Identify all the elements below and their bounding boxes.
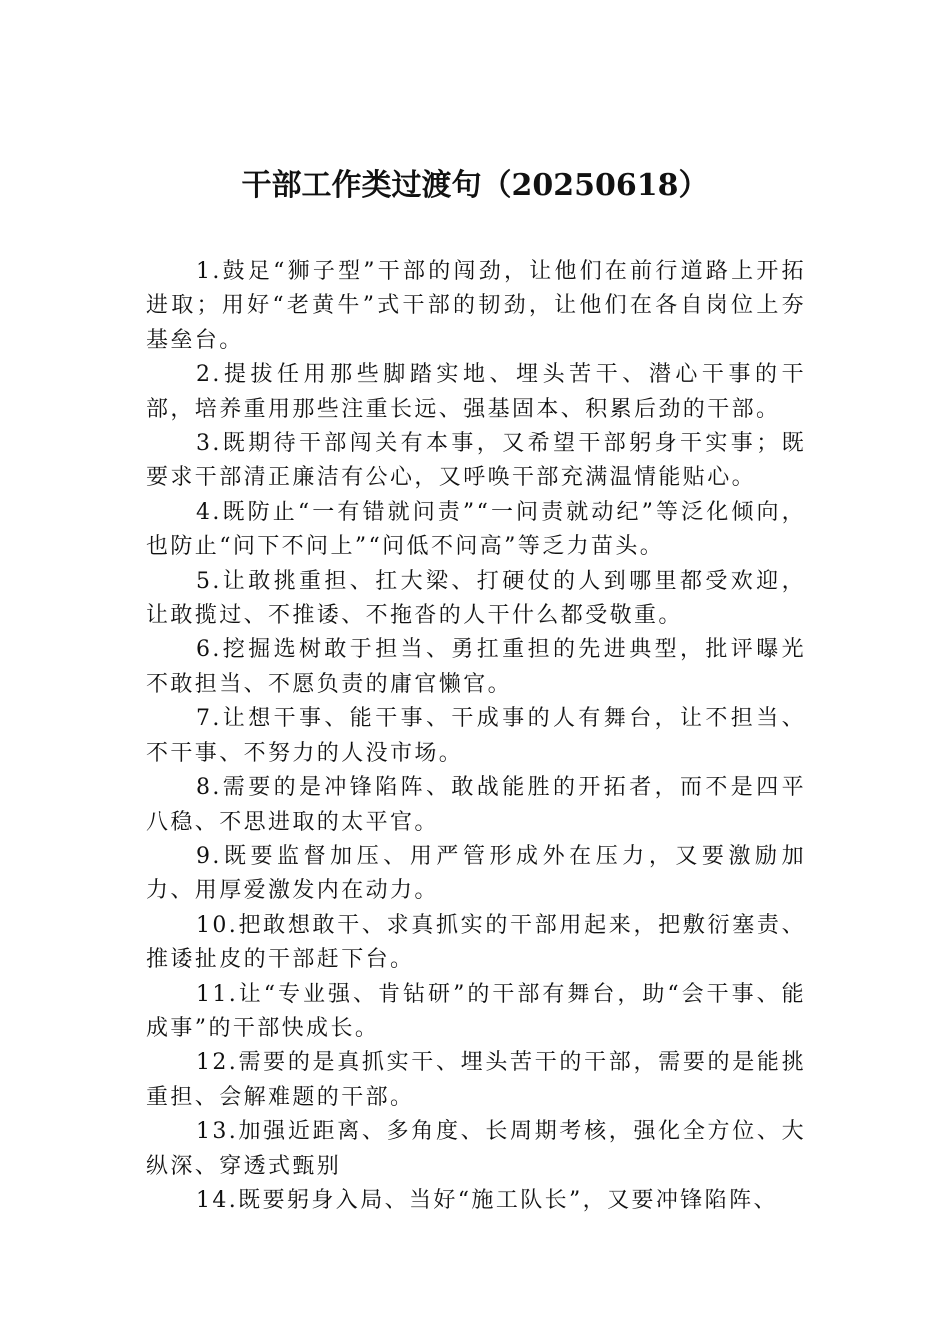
paragraph-10: 10.把敢想敢干、求真抓实的干部用起来，把敷衍塞责、推诿扯皮的干部赶下台。 bbox=[146, 912, 806, 973]
paragraph-11: 11.让“专业强、肯钻研”的干部有舞台，助“会干事、能成事”的干部快成长。 bbox=[146, 981, 806, 1041]
paragraph-1: 1.鼓足“狮子型”干部的闯劲，让他们在前行道路上开拓进取；用好“老黄牛”式干部的韧劲，让他们在各自岗位上夯基垒台。 bbox=[146, 259, 806, 353]
paragraph-4: 4.既防止“一有错就问责”“一问责就动纪”等泛化倾向，也防止“问下不问上”“问低不问高”等乏力苗头。 bbox=[146, 499, 806, 560]
document-title: 干部工作类过渡句（20250618） bbox=[241, 168, 709, 203]
paragraph-3: 3.既期待干部闯关有本事，又希望干部躬身干实事；既要求干部清正廉洁有公心，又呼唤干部充满温情能贴心。 bbox=[146, 431, 806, 491]
paragraph-2: 2.提拔任用那些脚踏实地、埋头苦干、潜心干事的干部，培养重用那些注重长远、强基固本、积累后劲的干部。 bbox=[146, 362, 806, 422]
paragraph-6: 6.挖掘选树敢于担当、勇扛重担的先进典型，批评曝光不敢担当、不愿负责的庸官懒官。 bbox=[146, 637, 806, 697]
paragraph-9: 9.既要监督加压、用严管形成外在压力，又要激励加力、用厚爱激发内在动力。 bbox=[146, 843, 806, 904]
paragraph-5: 5.让敢挑重担、扛大梁、打硬仗的人到哪里都受欢迎，让敢揽过、不推诿、不拖沓的人干什么都受敬重。 bbox=[146, 568, 806, 629]
paragraph-8: 8.需要的是冲锋陷阵、敢战能胜的开拓者，而不是四平八稳、不思进取的太平官。 bbox=[146, 775, 806, 835]
paragraph-12: 12.需要的是真抓实干、埋头苦干的干部，需要的是能挑重担、会解难题的干部。 bbox=[146, 1050, 806, 1110]
paragraph-14: 14.既要躬身入局、当好“施工队长”，又要冲锋陷阵、 bbox=[196, 1187, 778, 1213]
document-body bbox=[146, 255, 806, 1218]
paragraph-13: 13.加强近距离、多角度、长周期考核，强化全方位、大纵深、穿透式甄别 bbox=[146, 1119, 806, 1179]
paragraph-7: 7.让想干事、能干事、干成事的人有舞台，让不担当、不干事、不努力的人没市场。 bbox=[146, 706, 806, 766]
